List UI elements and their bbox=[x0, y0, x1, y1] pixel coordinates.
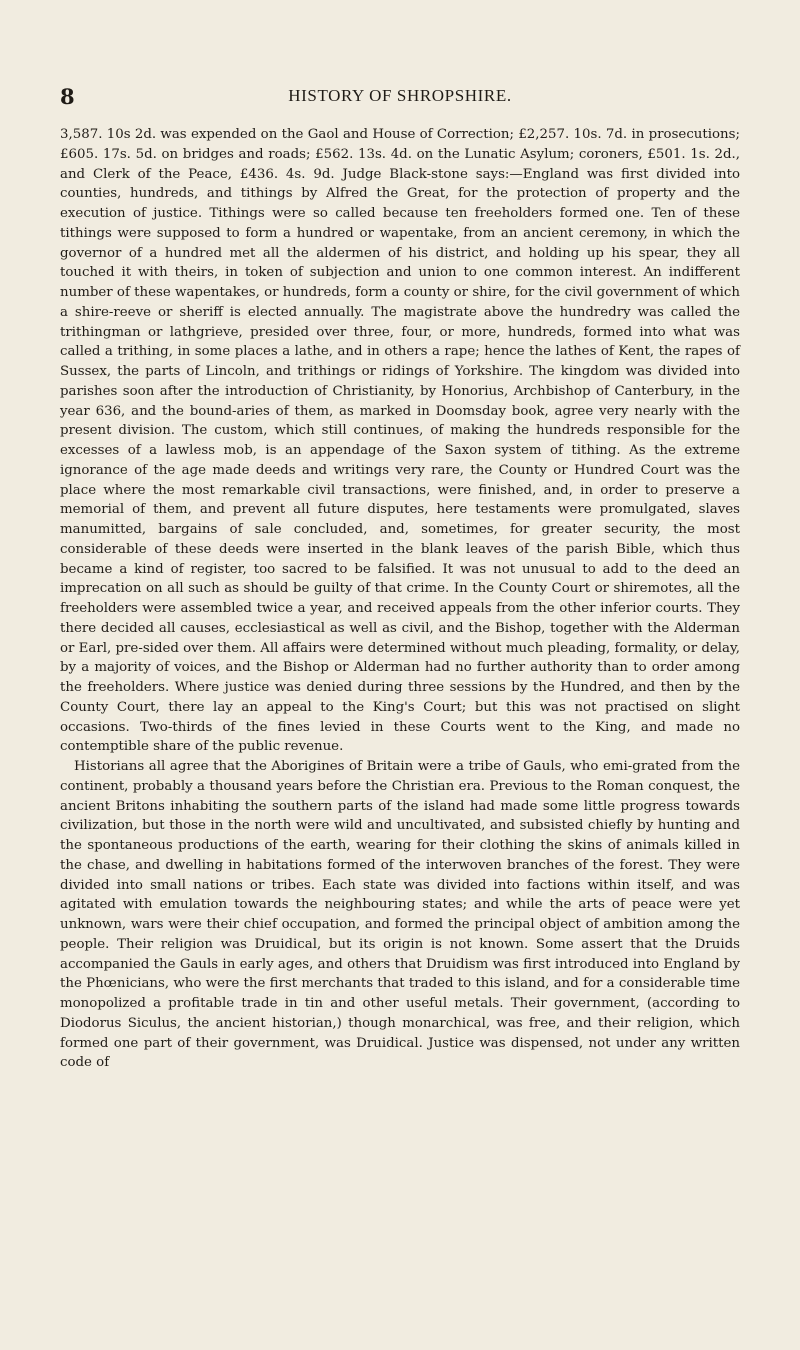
page-header bbox=[60, 84, 740, 114]
body-text bbox=[60, 125, 740, 1073]
paragraph: 3,587. 10s 2d. was expended on the Gaol and House of Correction; £2,257. 10s. 7d. in prosecutions; £605. 17s. 5d. on bridges and roads; £562. 13s. 4d. on the Lunatic Asylum; coroners, £501. 1s. 2d., and Clerk of the Peace, £436. 4s. 9d. Judge Black-stone says:—England was first divided into counties, hundreds, and tithings by Alfred the Great, for the protection of property and the execution of justice. Tithings were so called because ten freeholders formed one. Ten of these tithings were supposed to form a hundred or wapentake, from an ancient ceremony, in which the governor of a hundred met all the aldermen of his district, and holding up his spear, they all touched it with theirs, in token of subjection and union to one common interest. An indifferent number of these wapentakes, or hundreds, form a county or shire, for the civil government of which a shire-reeve or sheriff is elected annually. The magistrate above the hundredry was called the trithingman or lathgrieve, presided over three, four, or more, hundreds, formed into what was called a trithing, in some places a lathe, and in others a rape; hence the lathes of Kent, the rapes of Sussex, the parts of Lincoln, and trithings or ridings of Yorkshire. The kingdom was divided into parishes soon after the introduction of Christianity, by Honorius, Archbishop of Canterbury, in the year 636, and the bound-aries of them, as marked in Doomsday book, agree very nearly with the present division. The custom, which still continues, of making the hundreds responsible for the excesses of a lawless mob, is an appendage of the Saxon system of tithing. As the extreme ignorance of the age made deeds and writings very rare, the County or Hundred Court was the place where the most remarkable civil transactions, were finished, and, in order to preserve a memorial of them, and prevent all future disputes, here testaments were promulgated, slaves manumitted, bargains of sale concluded, and, sometimes, for greater security, the most considerable of these deeds were inserted in the blank leaves of the parish Bible, which thus became a kind of register, too sacred to be falsified. It was not unusual to add to the deed an imprecation on all such as should be guilty of that crime. In the County Court or shiremotes, all the freeholders were assembled twice a year, and received appeals from the other inferior courts. They there decided all causes, ecclesiastical as well as civil, and the Bishop, together with the Alderman or Earl, pre-sided over them. All affairs were determined without much pleading, formality, or delay, by a majority of voices, and the Bishop or Alderman had no further authority than to order among the freeholders. Where justice was denied during three sessions by the Hundred, and then by the County Court, there lay an appeal to the King's Court; but this was not practised on slight occasions. Two-thirds of the fines levied in these Courts went to the King, and made no contemptible share of the public revenue. bbox=[60, 127, 740, 755]
page-number: 8 bbox=[60, 84, 75, 109]
paragraph: Historians all agree that the Aborigines of Britain were a tribe of Gauls, who emi-grated from the continent, probably a thousand years before the Christian era. Previous to the Roman conquest, the ancient Britons inhabiting the southern parts of the island had made some little progress towards civilization, but those in the north were wild and uncultivated, and subsisted chiefly by hunting and the spontaneous productions of the earth, wearing for their clothing the skins of animals killed in the chase, and dwelling in habitations formed of the interwoven branches of the forest. They were divided into small nations or tribes. Each state was divided into factions within itself, and was agitated with emulation towards the neighbouring states; and while the arts of peace were yet unknown, wars were their chief occupation, and formed the principal object of ambition among the people. Their religion was Druidical, but its origin is not known. Some assert that the Druids accompanied the Gauls in early ages, and others that Druidism was first introduced into England by the Phœnicians, who were the first merchants that traded to this island, and for a considerable time monopolized a profitable trade in tin and other useful metals. Their government, (according to Diodorus Siculus, the ancient historian,) though monarchical, was free, and their religion, which formed one part of their government, was Druidical. Justice was dispensed, not under any written code of bbox=[60, 759, 740, 1071]
running-title: HISTORY OF SHROPSHIRE. bbox=[288, 86, 512, 105]
